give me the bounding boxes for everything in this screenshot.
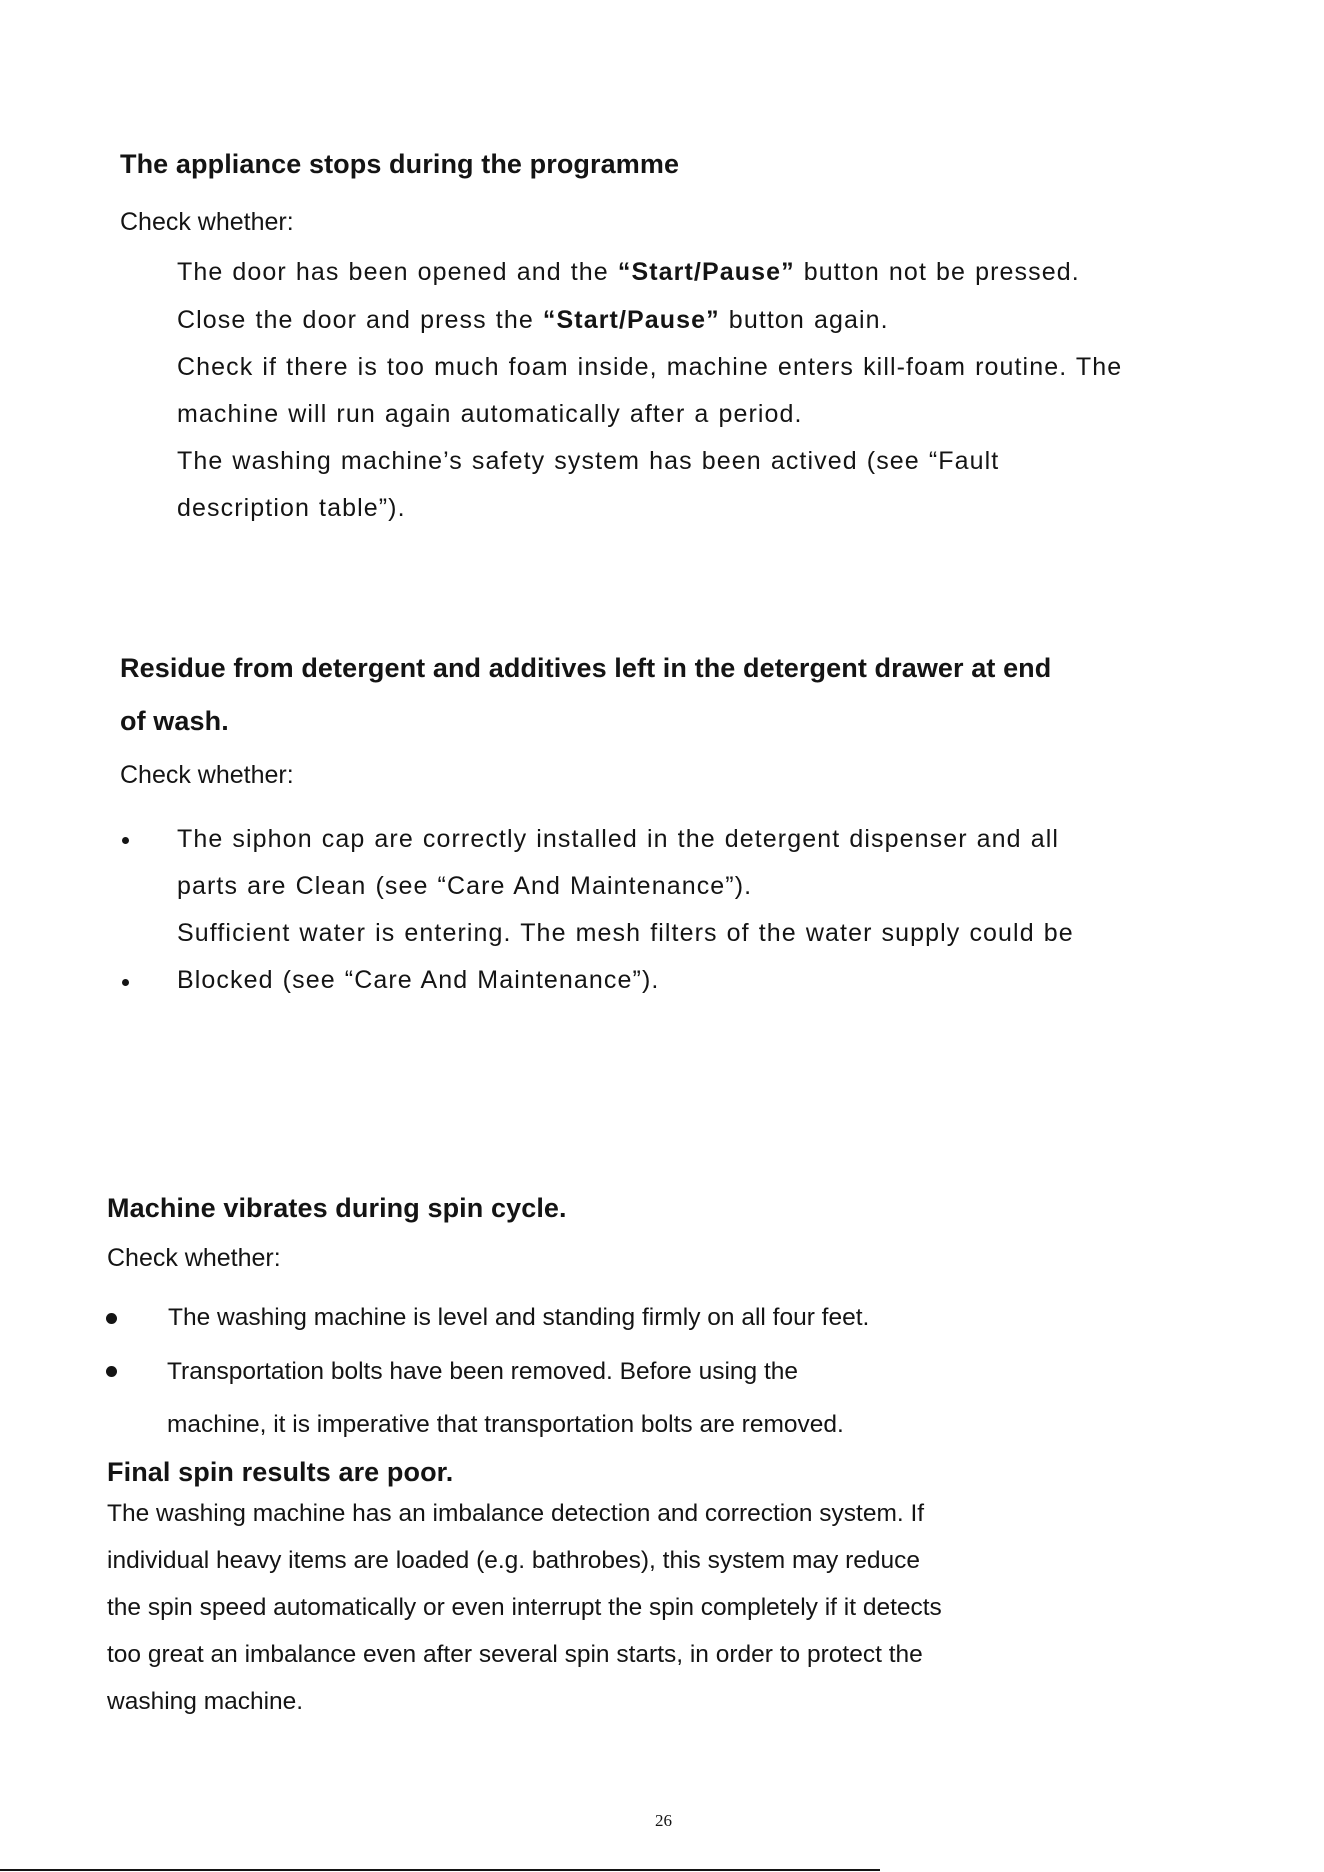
body-line: parts are Clean (see “Care And Maintenance”). [177,872,753,900]
body-line: machine will run again automatically after a period. [177,400,803,428]
body-line: individual heavy items are loaded (e.g. bathrobes), this system may reduce [107,1547,920,1574]
body-line: Check if there is too much foam inside, machine enters kill-foam routine. The [177,353,1123,381]
check-whether-label: Check whether: [120,761,294,789]
page-number: 26 [655,1811,672,1830]
section-heading-residue-cont: of wash. [120,706,229,736]
text-run: Close the door and press the [177,306,543,334]
section-heading-final-spin: Final spin results are poor. [107,1457,454,1487]
bullet-icon [122,837,129,844]
body-line: washing machine. [107,1688,304,1715]
section-heading-residue: Residue from detergent and additives left in the detergent drawer at end [120,653,1052,683]
check-whether-label: Check whether: [120,208,294,236]
body-line: Blocked (see “Care And Maintenance”). [177,966,660,994]
start-pause-emphasis: “Start/Pause” [542,306,720,334]
body-line: The siphon cap are correctly installed in the detergent dispenser and all [177,825,1060,853]
body-line: Sufficient water is entering. The mesh filters of the water supply could be [177,919,1074,947]
bullet-icon [106,1313,117,1324]
text-run: button again. [719,306,889,334]
footer-divider [0,1869,880,1871]
body-line: The washing machine’s safety system has been actived (see “Fault [177,447,1000,475]
body-line [177,306,889,335]
section-heading-appliance-stops: The appliance stops during the programme [120,149,680,179]
section-heading-vibrates: Machine vibrates during spin cycle. [107,1193,567,1223]
body-line: The washing machine is level and standing firmly on all four feet. [168,1304,870,1331]
body-line: The washing machine has an imbalance detection and correction system. If [107,1500,925,1527]
bullet-icon [106,1366,117,1377]
body-line: description table”). [177,494,406,522]
body-line: machine, it is imperative that transportation bolts are removed. [167,1411,844,1438]
body-line: too great an imbalance even after several spin starts, in order to protect the [107,1641,923,1668]
text-run: button not be pressed. [794,258,1080,286]
start-pause-emphasis: “Start/Pause” [617,258,795,286]
bullet-icon [122,979,129,986]
check-whether-label: Check whether: [107,1244,281,1272]
body-line: Transportation bolts have been removed. Before using the [167,1358,799,1385]
body-line [177,258,1080,287]
body-line: the spin speed automatically or even interrupt the spin completely if it detects [107,1594,942,1621]
text-run: The door has been opened and the [177,258,618,286]
